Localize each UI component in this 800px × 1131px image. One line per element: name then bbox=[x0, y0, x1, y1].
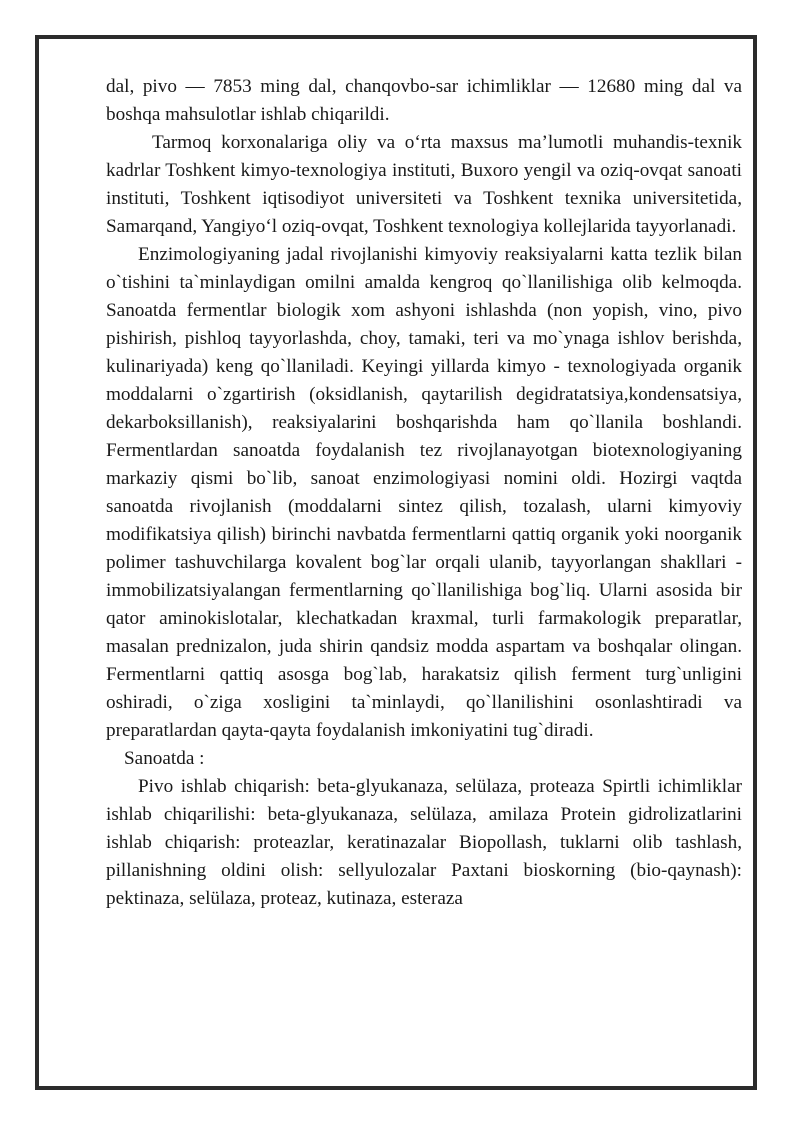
paragraph-production-summary: dal, pivo — 7853 ming dal, chanqovbo-sar ichimliklar — 12680 ming dal va boshqa mahsulotlar ishlab chiqarildi. bbox=[106, 76, 742, 125]
paragraph-enzymology: Enzimologiyaning jadal rivojlanishi kimyoviy reaksiyalarni katta tezlik bilan o`tishini ta`minlaydigan omilni amalda kengroq qo`llanilishiga olib kelmoqda. Sanoatda fermentlar biologik xom ashyoni ishlashda (non yopish, vino, pivo pishirish, pishloq tayyorlashda, choy, tamaki, teri va mo`ynaga ishlov berishda, kulinariyada) keng qo`llaniladi. Keyingi yillarda kimyo - texnologiyada organik moddalarni o`zgartirish (oksidlanish, qaytarilish degidratatsiya,kondensatsiya, dekarboksillanish), reaksiyalarini boshqarishda ham qo`llanila boshlandi. Fermentlardan sanoatda foydalanish tez rivojlanayotgan biotexnologiyaning markaziy qismi bo`lib, sanoat enzimologiyasi nomini oldi. Hozirgi vaqtda sanoatda rivojlanish (moddalarni sintez qilish, tozalash, ularni kimyoviy modifikatsiya qilish) birinchi navbatda fermentlarni qattiq organik yoki noorganik polimer tashuvchilarga kovalent bog`lar orqali ulanib, tayyorlangan shakllari -immobilizatsiyalangan fermentlarning qo`llanilishiga bog`liq. Ularni asosida bir qator aminokislotalar, klechatkadan kraxmal, turli farmakologik preparatlar, masalan prednizalon, juda shirin qandsiz modda aspartam va boshqalar olingan. Fermentlarni qattiq asosga bog`lab, harakatsiz qilish ferment turg`unligini oshiradi, o`ziga xosligini ta`minlaydi, qo`llanilishini osonlashtiradi va preparatlardan qayta-qayta foydalanish imkoniyatini tug`diradi. bbox=[106, 244, 742, 741]
paragraph-industry-applications: Pivo ishlab chiqarish: beta-glyukanaza, selülaza, proteaza Spirtli ichimliklar ishlab chiqarilishi: beta-glyukanaza, selülaza, amilaza Protein gidrolizatlarini ishlab chiqarish: proteazlar, keratinazalar Biopollash, tuklarni olib tashlash, pillanishning oldini olish: sellyulozalar Paxtani bioskorning (bio-qaynash): pektinaza, selülaza, proteaz, kutinaza, esteraza bbox=[106, 776, 742, 909]
paragraph-personnel-training: Tarmoq korxonalariga oliy va o‘rta maxsus ma’lumotli muhandis-texnik kadrlar Toshkent kimyo-texnologiya instituti, Buxoro yengil va oziq-ovqat sanoati instituti, Toshkent iqtisodiyot universiteti va Toshkent texnika universitetida, Samarqand, Yangiyo‘l oziq-ovqat, Toshkent texnologiya kollejlarida tayyorlanadi. bbox=[106, 132, 742, 237]
document-body bbox=[106, 73, 742, 913]
paragraph-industry-heading: Sanoatda : bbox=[124, 748, 205, 769]
